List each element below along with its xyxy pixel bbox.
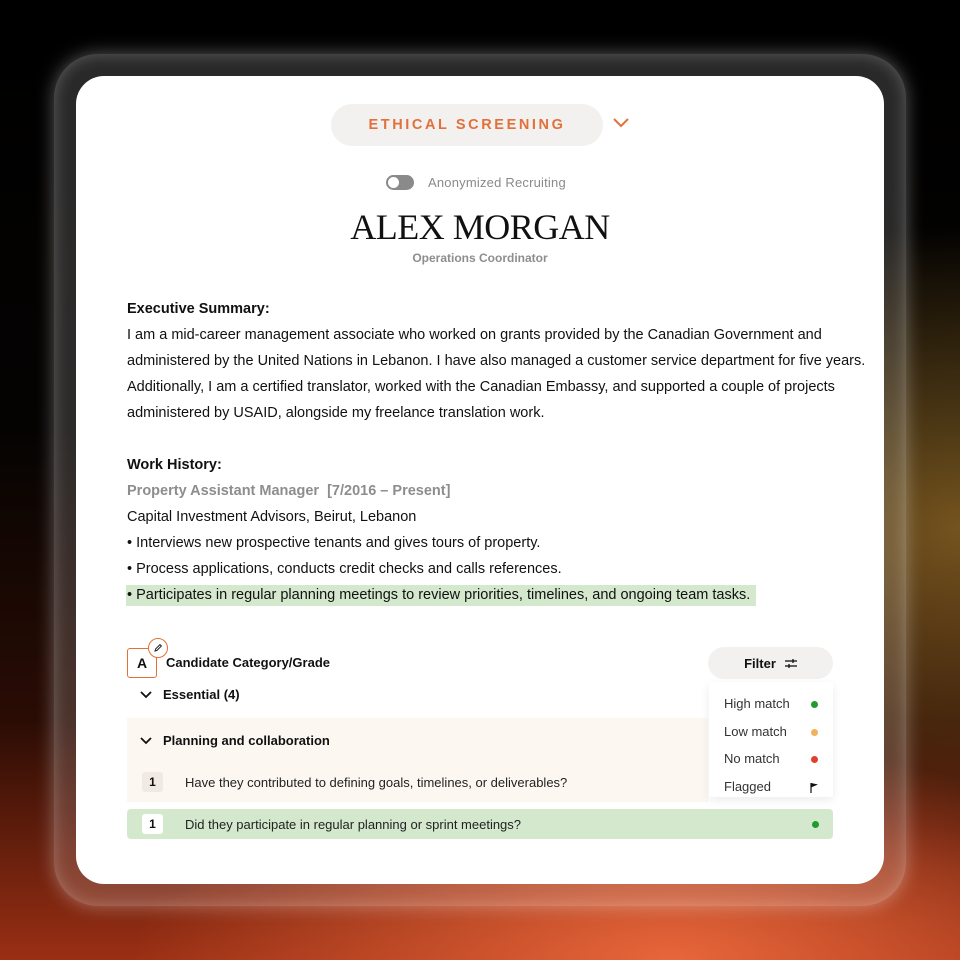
planning-section-toggle[interactable] (140, 733, 330, 748)
high-match-dot (811, 701, 818, 708)
essential-toggle[interactable] (140, 687, 240, 702)
essential-label: Essential (4) (163, 687, 240, 702)
job-title: Property Assistant Manager [7/2016 – Present] (127, 483, 451, 499)
ethical-screening-label: ETHICAL SCREENING (368, 117, 566, 133)
filter-option-high-match[interactable]: High match (724, 696, 790, 711)
question-text: Did they participate in regular planning or sprint meetings? (185, 816, 522, 832)
highlighted-work-bullet[interactable]: • Participates in regular planning meetings to review priorities, timelines, and ongoing team tasks. (126, 585, 756, 606)
summary-line: Additionally, I am a certified translator, worked with the Canadian Embassy, and supported a couple of projects (127, 379, 835, 395)
anonymized-label: Anonymized Recruiting (428, 174, 566, 190)
summary-line: administered by the United Nations in Lebanon. I have also managed a customer service department for five years. (127, 353, 866, 369)
anonymized-toggle-row (386, 174, 566, 190)
company: Capital Investment Advisors, Beirut, Lebanon (127, 509, 417, 525)
edit-grade-button[interactable] (148, 638, 168, 658)
high-match-dot (812, 821, 819, 828)
work-bullet: • Interviews new prospective tenants and gives tours of property. (127, 535, 541, 551)
work-heading: Work History: (127, 457, 222, 473)
summary-line: I am a mid-career management associate who worked on grants provided by the Canadian Government and (127, 327, 822, 343)
filter-option-low-match[interactable]: Low match (724, 724, 787, 739)
candidate-role: Operations Coordinator (412, 251, 548, 265)
summary-heading: Executive Summary: (127, 301, 270, 317)
chevron-down-icon (140, 737, 152, 745)
chevron-down-icon[interactable] (612, 117, 630, 129)
toggle-knob (388, 177, 399, 188)
grade-letter: A (136, 655, 148, 671)
question-number: 1 (142, 772, 163, 792)
anonymized-toggle[interactable] (386, 175, 414, 190)
question-row[interactable] (142, 772, 567, 792)
category-title: Candidate Category/Grade (166, 655, 330, 670)
filter-label: Filter (744, 655, 776, 671)
filter-option-no-match[interactable]: No match (724, 751, 780, 766)
pencil-icon (153, 643, 163, 653)
filter-option-flagged[interactable]: Flagged (724, 779, 771, 794)
summary-line: administered by USAID, alongside my freelance translation work. (127, 405, 545, 421)
resume-body (127, 296, 866, 608)
planning-section-title: Planning and collaboration (163, 733, 330, 748)
candidate-name: ALEX MORGAN (350, 207, 610, 247)
flag-icon (810, 782, 819, 793)
question-number: 1 (142, 814, 163, 834)
question-row-highlighted[interactable] (127, 809, 833, 839)
resume-card (76, 76, 884, 884)
work-bullet: • Process applications, conducts credit checks and calls references. (127, 561, 562, 577)
ethical-screening-pill[interactable] (331, 104, 603, 146)
filter-menu (709, 682, 833, 797)
sliders-icon (785, 658, 797, 669)
no-match-dot (811, 756, 818, 763)
low-match-dot (811, 729, 818, 736)
question-text: Have they contributed to defining goals, timelines, or deliverables? (185, 774, 568, 790)
chevron-down-icon (140, 691, 152, 699)
filter-button[interactable] (708, 647, 833, 679)
